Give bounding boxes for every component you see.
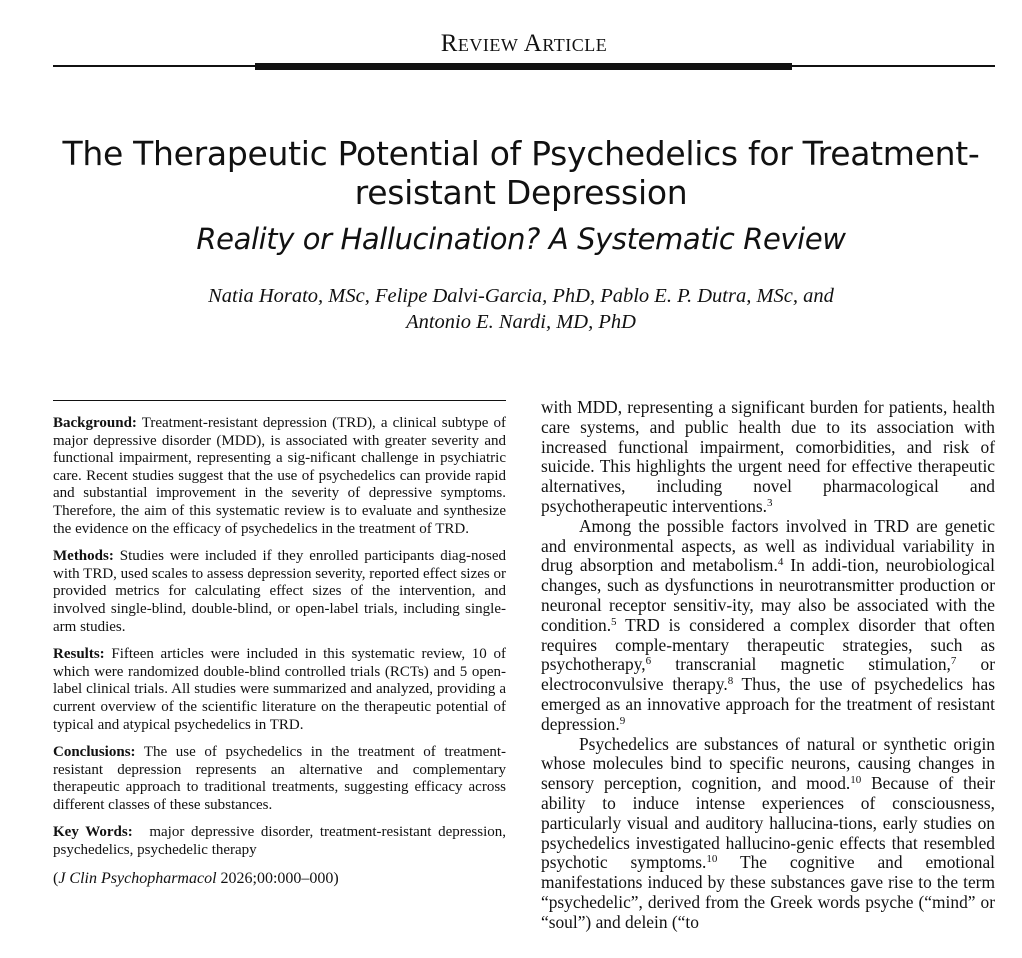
body-paragraph-3	[541, 735, 995, 933]
citation-open: (	[53, 869, 59, 887]
body-text: In addi-tion, neurobiological changes, such as dysfunctions in neurotransmitter production or neuronal receptor sensitiv-ity, may also be associated with the condition.	[541, 555, 995, 635]
reference-marker: 6	[645, 655, 652, 668]
results-text: Fifteen articles were included in this systematic review, 10 of which were randomized double-blind controlled trials (RCTs) and 5 open-label clinical trials. All studies were summarized and analyzed, providing a current overview of the scientific literature on the therapeutic potential of typical and atypical psychedelics in TRD.	[53, 646, 506, 733]
body-text: Because of their ability to induce intense experiences of consciousness, particularly visual and auditory hallucina-tions, early studies on psychedelics investigated hallucino-genic effects that resembled psychotic symptoms.	[541, 773, 995, 873]
article-subtitle: Reality or Hallucination? A Systematic Review	[196, 222, 846, 256]
reference-marker: 8	[727, 675, 734, 688]
abstract-rule	[53, 400, 506, 401]
results-label: Results:	[53, 646, 105, 663]
author-list	[100, 283, 942, 335]
body-text: Psychedelics are substances of natural or synthetic origin whose molecules bind to specific neurons, causing changes in sensory perception, cognition, and mood.	[541, 733, 995, 794]
citation-details: 2026;00:000–000)	[216, 869, 339, 887]
methods-text: Studies were included if they enrolled participants diag-nosed with TRD, used scales to assess depression severity, reported effect sizes or provided metrics for calculating effect sizes of the intervention, and involved single-blind, double-blind, or open-label trials, including single-arm studies.	[53, 548, 507, 635]
author-line-1: Natia Horato, MSc, Felipe Dalvi-Garcia, PhD, Pablo E. P. Dutra, MSc, and	[208, 285, 834, 307]
keywords-text: major depressive disorder, treatment-resistant depression, psychedelics, psychedelic therapy	[53, 824, 507, 859]
body-paragraph-1	[541, 398, 995, 517]
background-text: Treatment-resistant depression (TRD), a clinical subtype of major depressive disorder (MDD), is associated with greater severity and functional impairment, representing a sig-nificant challenge in psychiatric care. Recent studies suggest that the use of psychedelics can provide rapid and substantial improvement in the severity of depressive symptoms. Therefore, the aim of this systematic review is to evaluate and synthesize the evidence on the efficacy of psychedelics in the treatment of TRD.	[53, 415, 506, 537]
reference-marker: 7	[950, 655, 957, 668]
body-text: TRD is considered a complex disorder that often requires comple-mentary therapeutic strategies, such as psychotherapy,	[541, 614, 995, 675]
header-rule-accent	[255, 63, 792, 70]
body-text: Among the possible factors involved in TRD are genetic and environmental aspects, as well as individual variability in drug absorption and metabolism.	[541, 515, 995, 576]
article-title: The Therapeutic Potential of Psychedelics for Treatment-resistant Depression	[62, 134, 980, 212]
reference-marker: 5	[611, 615, 617, 628]
body-text: Thus, the use of psychedelics has emerged as an innovative approach for the treatment of resistant depression.	[541, 674, 995, 734]
abstract-methods	[53, 548, 506, 636]
journal-citation	[53, 870, 506, 888]
methods-label: Methods:	[53, 548, 114, 565]
citation-journal: J Clin Psychopharmacol	[58, 869, 217, 887]
reference-marker: 9	[619, 714, 626, 727]
abstract-conclusions	[53, 744, 506, 814]
conclusions-label: Conclusions:	[53, 744, 136, 761]
abstract	[53, 415, 506, 897]
reference-marker: 4	[777, 556, 784, 569]
body-text: or electroconvulsive therapy.	[541, 654, 995, 695]
author-line-2: Antonio E. Nardi, MD, PhD	[406, 311, 636, 333]
body-text: The cognitive and emotional manifestations induced by these substances gave rise to the term “psychedelic”, derived from the Greek words psyche (“mind” or “soul”) and delein (“to	[541, 852, 995, 932]
abstract-background	[53, 415, 506, 538]
keywords-label: Key Words:	[53, 824, 133, 841]
reference-marker: 10	[706, 853, 718, 866]
body-column	[541, 398, 995, 933]
background-label: Background:	[53, 415, 137, 431]
body-paragraph-2	[541, 517, 995, 735]
reference-marker: 10	[850, 774, 862, 787]
section-label: Review Article	[440, 30, 608, 57]
body-text: transcranial magnetic stimulation,	[651, 654, 951, 675]
abstract-keywords	[53, 824, 506, 859]
reference-marker: 3	[767, 496, 773, 509]
abstract-results	[53, 646, 506, 734]
body-text: with MDD, representing a significant burden for patients, health care systems, and public health due to its association with increased functional impairment, comorbidities, and risk of suicide. This highlights the urgent need for effective therapeutic alternatives, including novel pharmacological and psychotherapeutic interventions.	[541, 397, 995, 516]
conclusions-text: The use of psychedelics in the treatment of treatment-resistant depression represents an alternative and complementary therapeutic approach to traditional treatments, suggesting efficacy across different classes of these substances.	[53, 744, 506, 813]
